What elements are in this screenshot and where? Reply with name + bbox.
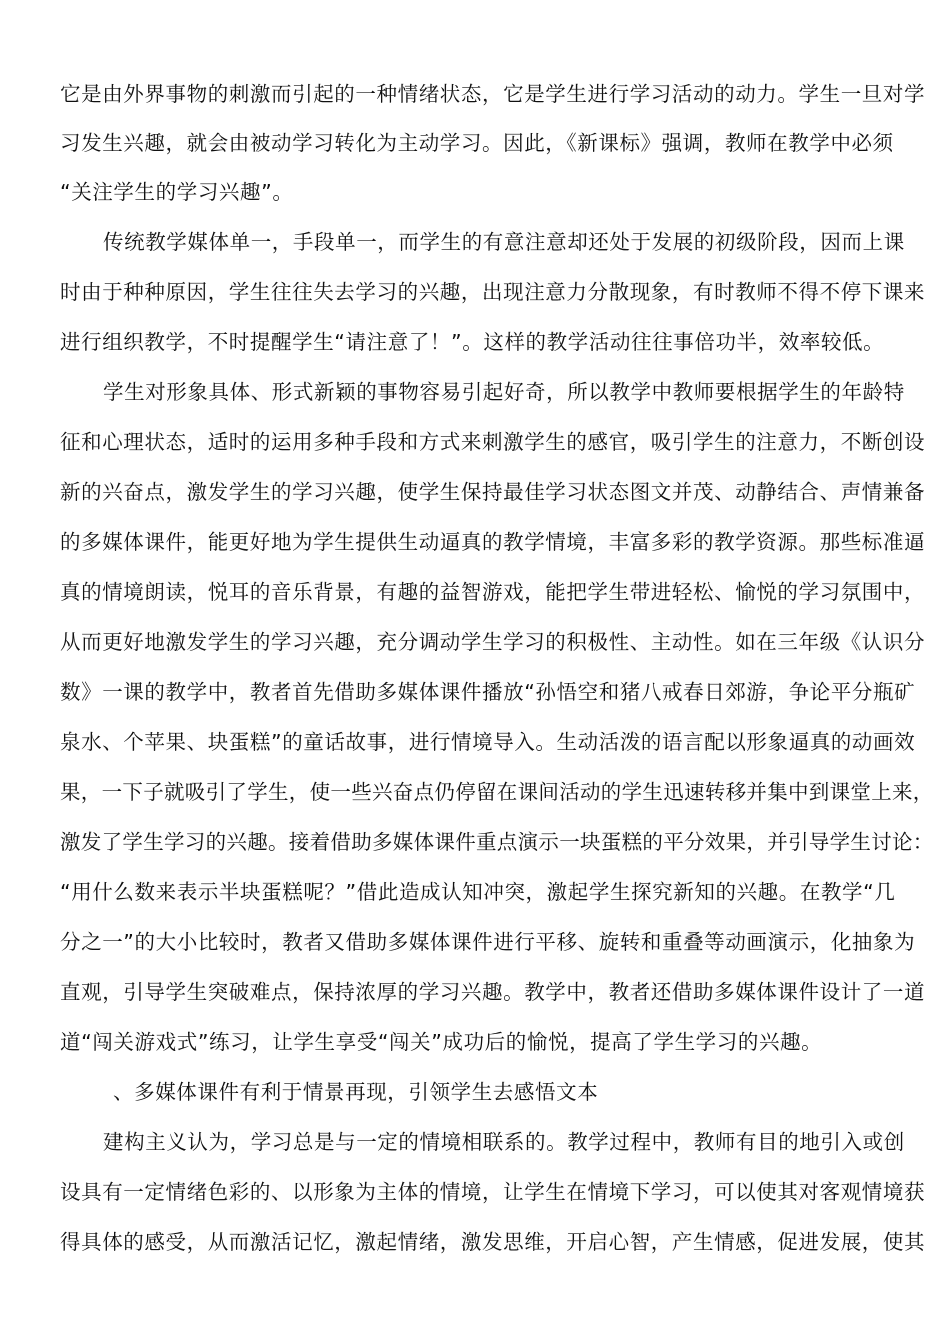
text-line: 分之一”的大小比较时，教者又借助多媒体课件进行平移、旋转和重叠等动画演示，化抽象为 <box>60 930 916 954</box>
text-line: 新的兴奋点，激发学生的学习兴趣，使学生保持最佳学习状态图文并茂、动静结合、声情兼备 <box>60 480 926 504</box>
text-line: 它是由外界事物的刺激而引起的一种情绪状态，它是学生进行学习活动的动力。学生一旦对学 <box>60 82 926 106</box>
text-line: 进行组织教学，不时提醒学生“请注意了！”。这样的教学活动往往事倍功半，效率较低。 <box>60 330 885 354</box>
text-line: 习发生兴趣，就会由被动学习转化为主动学习。因此，《新课标》强调，教师在教学中必须 <box>60 131 894 155</box>
text-line: 果，一下子就吸引了学生，使一些兴奋点仍停留在课间活动的学生迅速转移并集中到课堂上来， <box>60 780 934 804</box>
text-line: 设具有一定情绪色彩的、以形象为主体的情境，让学生在情境下学习，可以使其对客观情境获 <box>60 1180 926 1204</box>
text-line: “用什么数来表示半块蛋糕呢？”借此造成认知冲突，激起学生探究新知的兴趣。在教学“几 <box>60 880 896 904</box>
text-line: 激发了学生学习的兴趣。接着借助多媒体课件重点演示一块蛋糕的平分效果，并引导学生讨论： <box>60 830 934 854</box>
text-line: 时由于种种原因，学生往往失去学习的兴趣，出现注意力分散现象，有时教师不得不停下课来 <box>60 280 926 304</box>
text-line: 数》一课的教学中，教者首先借助多媒体课件播放“孙悟空和猪八戒春日郊游，争论平分瓶矿 <box>60 680 916 704</box>
paragraph-first-line: 传统教学媒体单一，手段单一，而学生的有意注意却还处于发展的初级阶段，因而上课 <box>103 230 905 254</box>
text-line: 的多媒体课件，能更好地为学生提供生动逼真的教学情境，丰富多彩的教学资源。那些标准逼 <box>60 530 926 554</box>
text-line: 泉水、个苹果、块蛋糕”的童话故事，进行情境导入。生动活泼的语言配以形象逼真的动画效 <box>60 730 916 754</box>
text-line: “关注学生的学习兴趣”。 <box>60 180 294 204</box>
text-line: 道“闯关游戏式”练习，让学生享受“闯关”成功后的愉悦，提高了学生学习的兴趣。 <box>60 1030 823 1054</box>
text-line: 征和心理状态，适时的运用多种手段和方式来刺激学生的感官，吸引学生的注意力，不断创设 <box>60 430 926 454</box>
paragraph-first-line: 学生对形象具体、形式新颖的事物容易引起好奇，所以教学中教师要根据学生的年龄特 <box>103 380 905 404</box>
text-line: 真的情境朗读，悦耳的音乐背景，有趣的益智游戏，能把学生带进轻松、愉悦的学习氛围中， <box>60 580 926 604</box>
text-line: 直观，引导学生突破难点，保持浓厚的学习兴趣。教学中，教者还借助多媒体课件设计了一道 <box>60 980 926 1004</box>
paragraph-first-line: 建构主义认为，学习总是与一定的情境相联系的。教学过程中，教师有目的地引入或创 <box>103 1130 905 1154</box>
text-line: 从而更好地激发学生的学习兴趣，充分调动学生学习的积极性、主动性。如在三年级《认识分 <box>60 630 926 654</box>
section-heading: 、多媒体课件有利于情景再现，引领学生去感悟文本 <box>113 1080 599 1104</box>
text-line: 得具体的感受，从而激活记忆，激起情绪，激发思维，开启心智，产生情感，促进发展，使其 <box>60 1230 926 1254</box>
